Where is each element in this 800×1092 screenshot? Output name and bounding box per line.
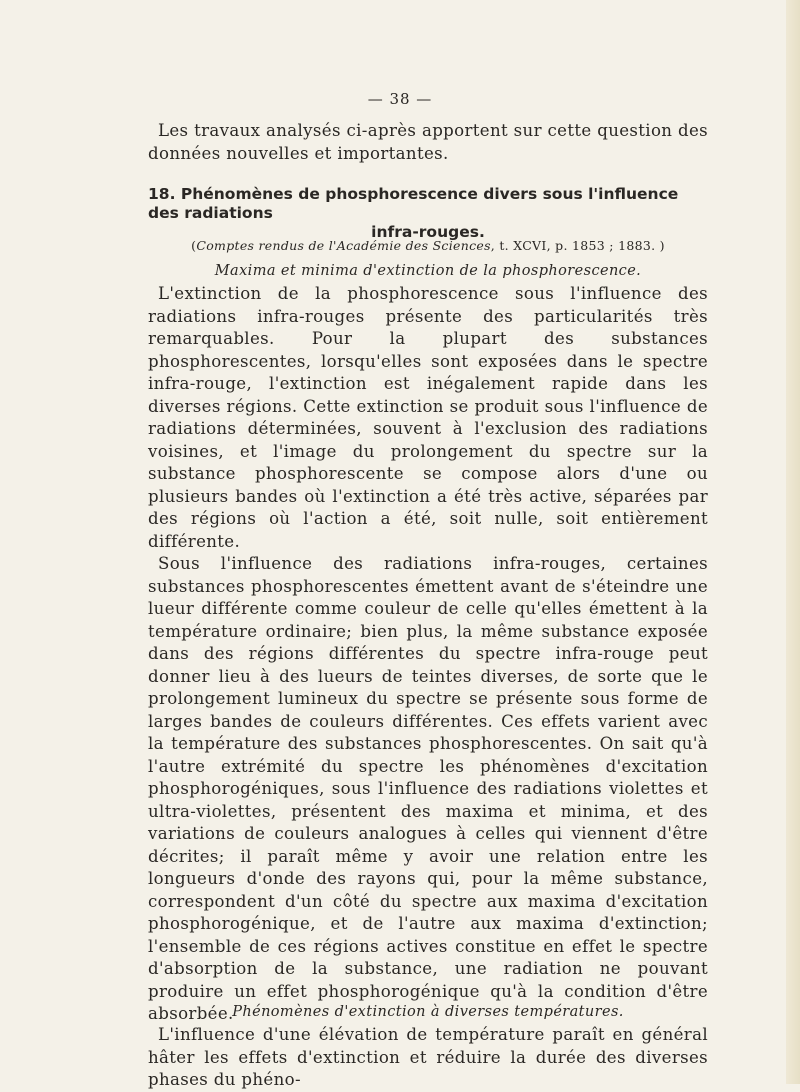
citation-source: Comptes rendus de l'Académie des Sciences	[196, 238, 491, 253]
subsection-body-extinction	[148, 283, 708, 1026]
citation-open: (	[191, 238, 197, 253]
subsection-body-temperature	[148, 1024, 708, 1092]
intro-paragraph: Les travaux analysés ci-après apportent sur cette question des données nouvelles et importantes.	[148, 121, 708, 163]
citation	[148, 238, 708, 253]
paragraph: L'extinction de la phosphorescence sous l'influence des radiations infra-rouges présente des particularités très remarquables. Pour la plupart des substances phosphorescentes, lorsqu'elles sont exposées dans le spectre infra-rouge, l'extinction est inégalement rapide dans les diverses régions. Cette extinction se produit sous l'influence de radiations déterminées, souvent à l'exclusion des radiations voisines, et l'image du prolongement du spectre sur la substance phosphorescente se compose alors d'une ou plusieurs bandes où l'extinction a été très active, séparées par des régions où l'action a été, soit nulle, soit entièrement différente.	[148, 284, 708, 551]
subsection-heading-extinction: Maxima et minima d'extinction de la phosphorescence.	[214, 263, 642, 279]
section-title-line2: infra-rouges.	[371, 223, 485, 241]
page-edge	[786, 0, 800, 1084]
subsection-heading-temperature: Phénomènes d'extinction à diverses températures.	[232, 1004, 624, 1020]
paragraph: L'influence d'une élévation de température paraît en général hâter les effets d'extinction et réduire la durée des diverses phases du phéno-	[148, 1025, 708, 1089]
intro-block	[148, 120, 708, 165]
section-title-line1: 18. Phénomènes de phosphorescence divers sous l'influence des radiations	[148, 185, 679, 222]
page-number: — 38 —	[367, 90, 433, 108]
citation-details: , t. XCVI, p. 1853 ; 1883. )	[490, 238, 665, 253]
paragraph: Sous l'influence des radiations infra-rouges, certaines substances phosphorescentes émettent avant de s'éteindre une lueur différente comme couleur de celle qu'elles émettent à la température ordinaire; bien plus, la même substance exposée dans des régions différentes du spectre infra-rouge peut donner lieu à des lueurs de teintes diverses, de sorte que le prolongement lumineux du spectre se présente sous forme de larges bandes de couleurs différentes. Ces effets varient avec la température des substances phosphorescentes. On sait qu'à l'autre extrémité du spectre les phénomènes d'excitation phosphorogéniques, sous l'influence des radiations violettes et ultra-violettes, présentent des maxima et minima, et des variations de couleurs analogues à celles qui viennent d'être décrites; il paraît même y avoir une relation entre les longueurs d'onde des rayons qui, pour la même substance, correspondent d'un côté du spectre aux maxima d'excitation phosphorogénique, et de l'autre aux maxima d'extinction; l'ensemble de ces régions actives constitue en effet le spectre d'absorption de la substance, une radiation ne pouvant produire un effet phosphorogénique qu'à la condition d'être absorbée.	[148, 554, 708, 1023]
section-title	[148, 185, 708, 242]
